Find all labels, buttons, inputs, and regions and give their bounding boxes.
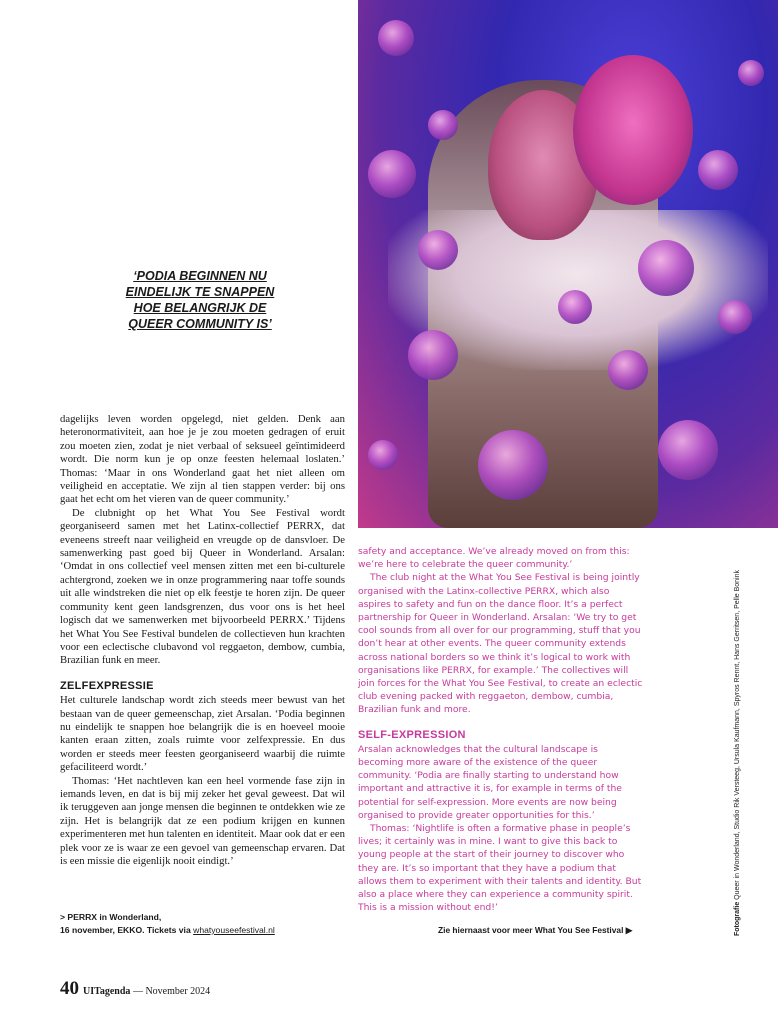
event-info [60,911,360,937]
event-title: > PERRX in Wonderland, [60,912,162,922]
photo-credit-label: Fotografie [734,901,741,936]
magazine-name: UITagenda [83,986,131,997]
photo-bubble [558,290,592,324]
pull-quote-text: ‘PODIA BEGINNEN NU EINDELIJK TE SNAPPEN HOE BELANGRIJK DE QUEER COMMUNITY IS’ [125,269,275,331]
english-paragraph: The club night at the What You See Festival is being jointly organised with the Latinx-collective PERRX, which also aspires to safety and fun on the dance floor. It’s a perfect partnership for Queer in Wonderland. Arsalan: ‘We try to get cool sounds from all over for our programming, stuff that you don’t hear at other events. The queer community extends across national borders so we think it’s logical to work with organisations like PERRX, for example.’ The collectives will join forces for the What You See Festival, to create an eclectic club evening packed with reggaeton, dembow, cumbia, Brazilian funk and more. [358,572,643,716]
english-paragraph: Arsalan acknowledges that the cultural landscape is becoming more aware of the existence of the queer community. ‘Podia are finally starting to understand how important and attractive it is, for example in terms of the potential for self-expression. More events are now being organised to provide greater opportunities for this.’ [358,743,622,821]
photo-bubble [718,300,752,334]
photo-bubble [368,440,398,470]
photo-bubble [428,110,458,140]
photo-bubble [698,150,738,190]
english-column [358,545,643,914]
issue-date: — November 2024 [130,986,211,997]
page-number: 40 [60,978,79,999]
ticket-link[interactable]: whatyouseefestival.nl [193,925,275,935]
photo-bubble [378,20,414,56]
dutch-paragraph: Thomas: ‘Het nachtleven kan een heel vormende fase zijn in iemands leven, en dat is bij mij zeker het geval geweest. Dat wil ik teruggeven aan jonge mensen die beginnen te ontdekken wie ze zijn. Het is belangrijk dat ze een podium krijgen en kunnen experimenteren met hun talenten en identiteit. Maar ook dat er een plek voor ze is waar ze een gevoel van gemeenschap ervaren. Dat is een missie die eigenlijk nooit eindigt.’ [60,774,345,867]
event-details: 16 november, EKKO. Tickets via [60,925,194,935]
photo-bubble [608,350,648,390]
dutch-paragraph: De clubnight op het What You See Festival wordt georganiseerd samen met het Latinx-collectief PERRX, dat eveneens streeft naar veiligheid en vreugde op de dansvloer. De samenwerking past goed bij Queer in Wonderland. Arsalan: ‘Omdat in ons collectief veel mensen zitten met een bi-culturele achtergrond, zoeken we in onze programmering naar toffe sounds uit alle windstreken die niet op elk feestje te horen zijn. De queer community kent geen landsgrenzen, dus voor ons is het heel logisch dat we samenwerken met bijvoorbeeld PERRX.’ Tijdens het What You See Festival bundelen de collectieven hun krachten voor een eclectische clubavond vol reggaeton, dembow, cumbia, Brazilian funk en meer. [60,506,345,667]
see-more-link[interactable]: Zie hiernaast voor meer What You See Festival ▶ [438,925,633,935]
photo-bubble [408,330,458,380]
dutch-paragraph: Het culturele landschap wordt zich steeds meer bewust van het bestaan van de queer gemeenschap, ziet Arsalan. ‘Podia beginnen nu eindelijk te snappen hoe belangrijk die is en hoeveel mooie kanten eraan zitten, zoals ruimte voor zelfexpressie. En dus worden er steeds meer feesten georganiseerd waarbij die ruimte gefaciliteerd wordt.’ [60,694,345,774]
pull-quote [120,268,280,332]
dutch-paragraph: dagelijks leven worden opgelegd, niet gelden. Denk aan heteronormativiteit, aan hoe je je zou moeten gedragen of eruit zou moeten zien, zodat je niet verbaal of seksueel geïntimideerd wordt. Die norm kun je op onze feesten helemaal loslaten.’ Thomas: ‘Maar in ons Wonderland gaat het niet alleen om veiligheid en acceptatie. We zijn al tien stappen verder: bij ons gaat het echt om het vieren van de queer community.’ [60,413,345,506]
photo-bubble [418,230,458,270]
dutch-section-heading: ZELFEXPRESSIE [60,679,154,692]
english-paragraph: safety and acceptance. We’ve already moved on from this: we’re here to celebrate the queer community.’ [358,546,630,571]
photo-bubble [368,150,416,198]
photo-credit-text: Queer in Wonderland, Studio Rik Versteeg, Ursula Kaufmann, Spyros Rennt, Hans Gerritsen, Pelle Bonink [734,570,741,902]
photo-bubble [738,60,764,86]
photo-credit [732,538,746,938]
photo-bubble [478,430,548,500]
photo-bubble [658,420,718,480]
hero-photo [358,0,778,528]
dutch-column [60,413,345,868]
english-paragraph: Thomas: ‘Nightlife is often a formative phase in people’s lives; it certainly was in mine. I want to give this back to young people at the start of their journey to discover who they are. It’s so important that they have a podium that allows them to experiment with their talents and identity. But also a place where they can experience a community spirit. This is a mission without end!’ [358,823,642,914]
page-footer [60,978,210,1000]
photo-face-bubble [573,55,693,205]
photo-bubble [638,240,694,296]
english-section-heading: SELF-EXPRESSION [358,728,466,741]
